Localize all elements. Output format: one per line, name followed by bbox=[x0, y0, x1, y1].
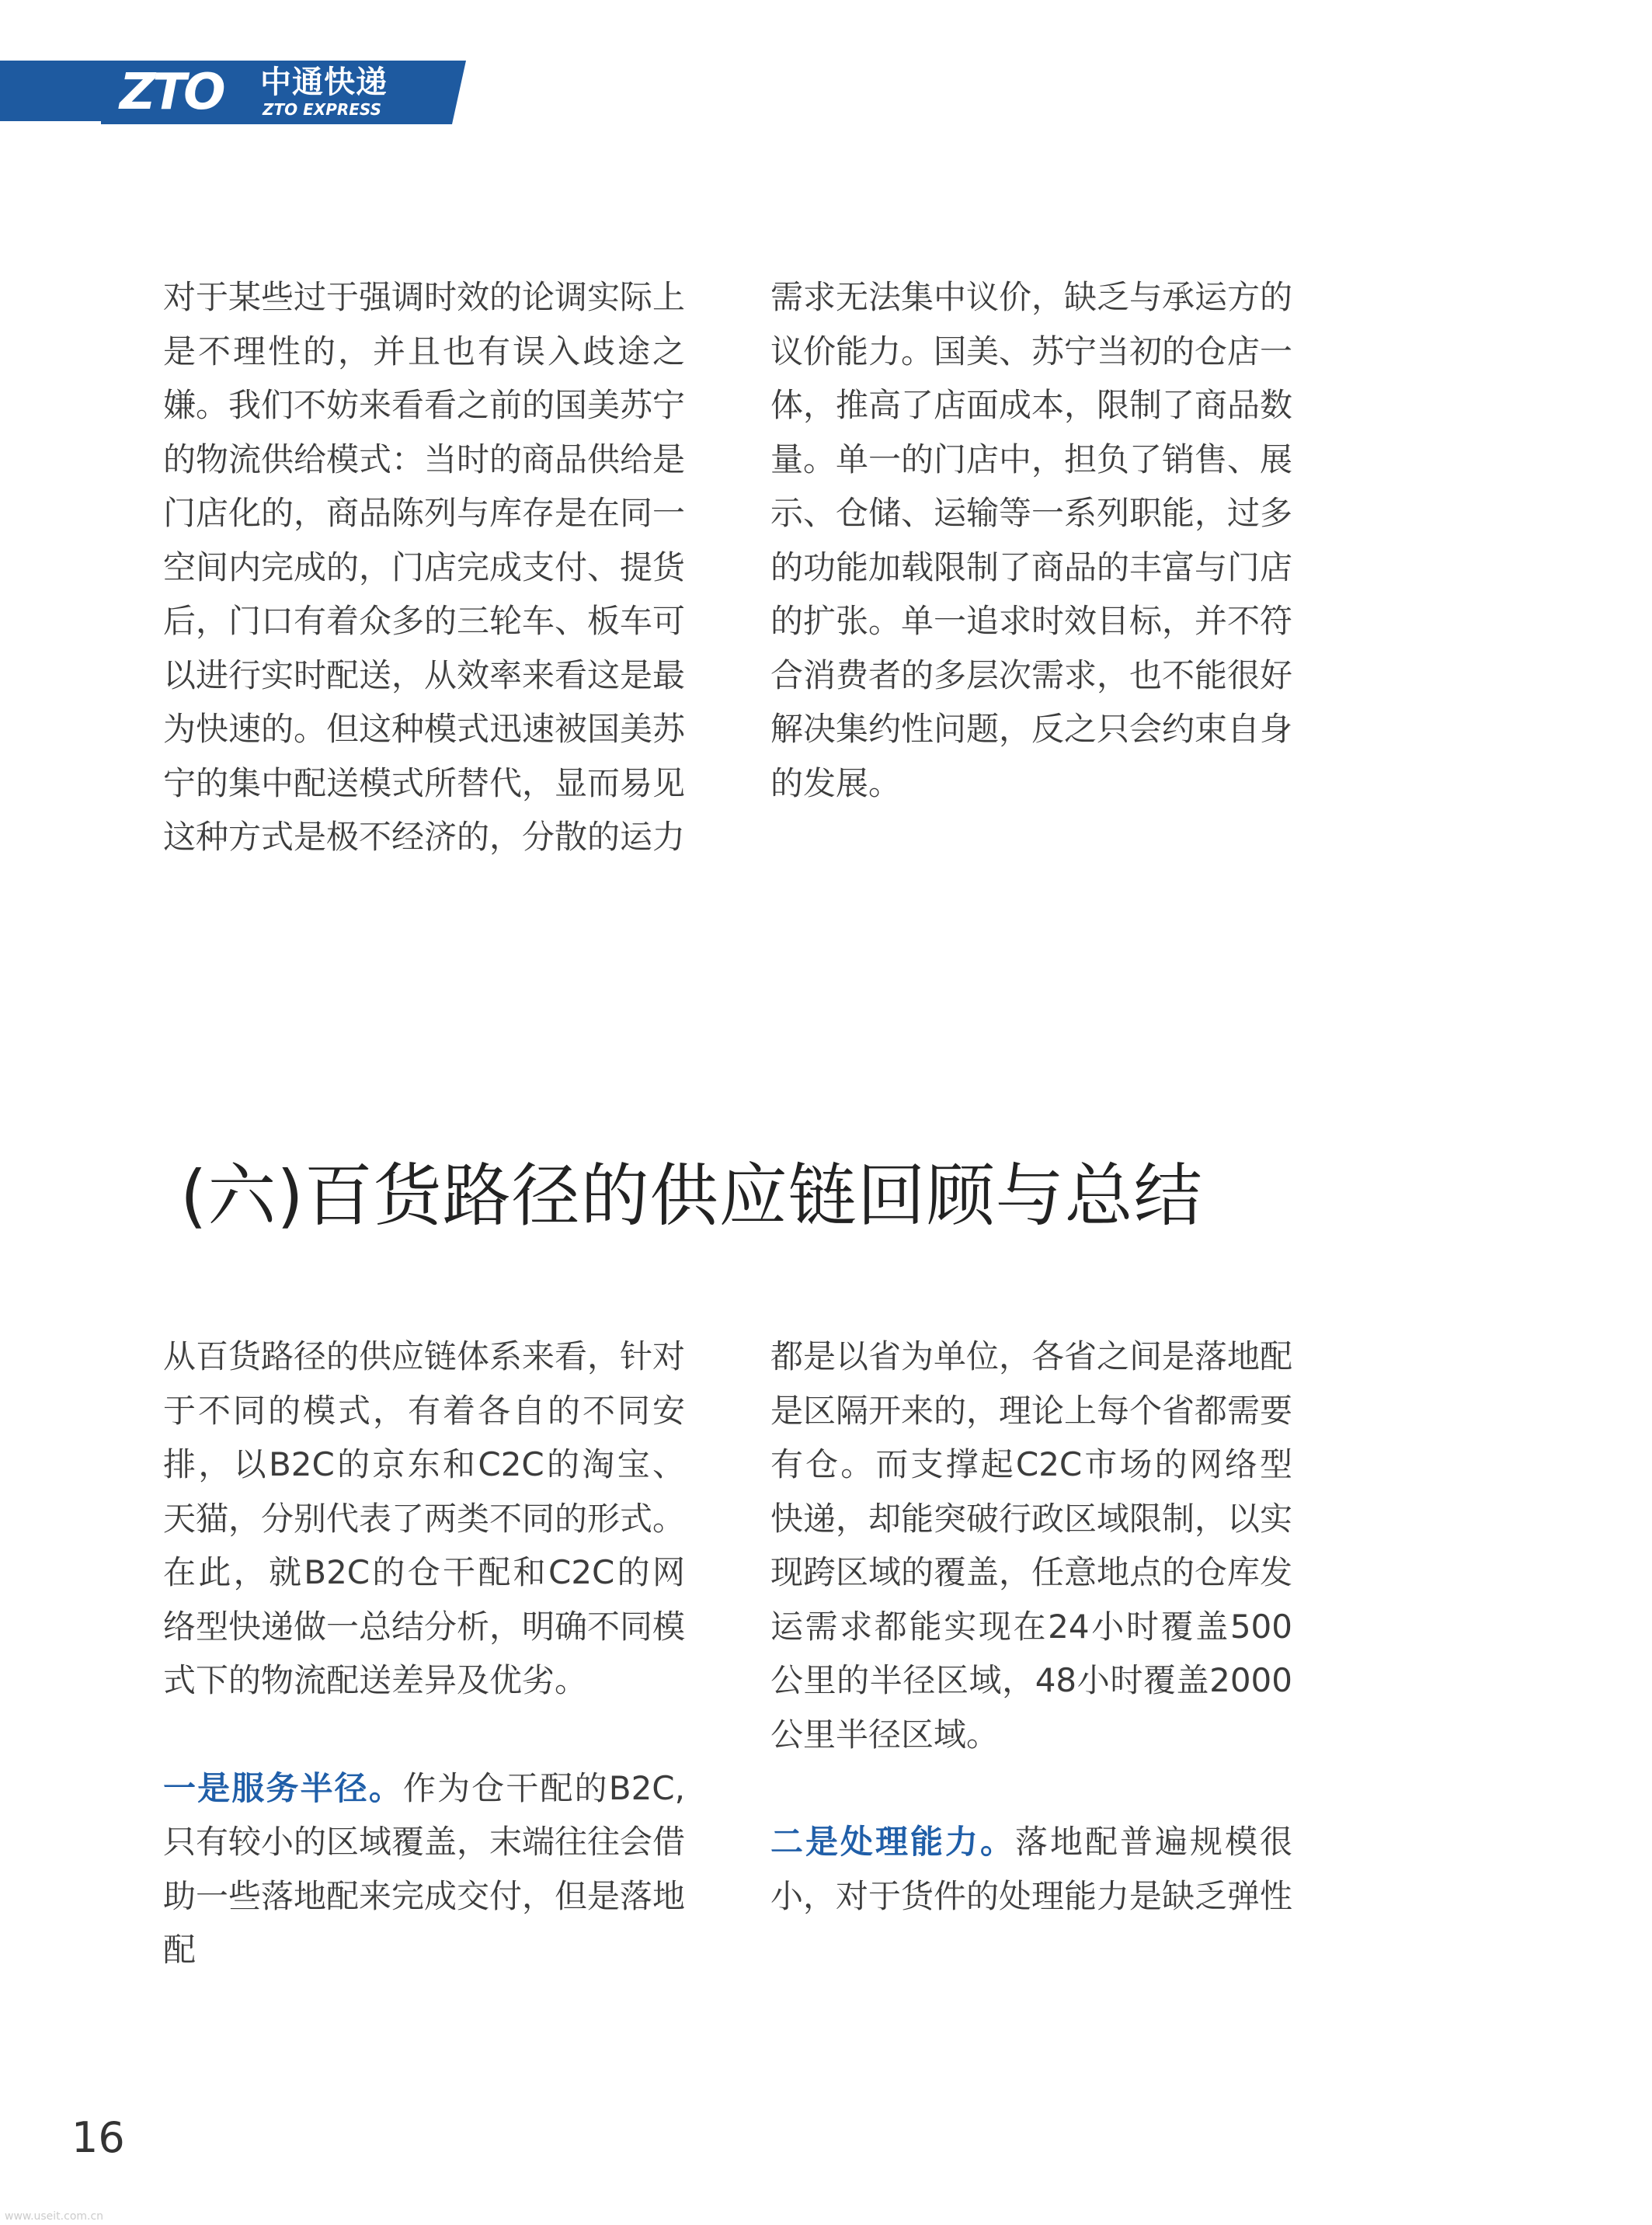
page-number: 16 bbox=[71, 2113, 125, 2162]
paragraph-gap bbox=[770, 1761, 1292, 1815]
logo-chinese-name: 中通快递 bbox=[260, 64, 388, 100]
header-band bbox=[0, 61, 113, 121]
body-column-left-lower bbox=[163, 1330, 685, 1977]
body-column-left-upper bbox=[163, 270, 685, 864]
paragraph: 对于某些过于强调时效的论调实际上是不理性的，并且也有误入歧途之嫌。我们不妨来看看之前的国美苏宁的物流供给模式：当时的商品供给是门店化的，商品陈列与库存是在同一空间内完成的，门店完成支付、提货后，门口有着众多的三轮车、板车可以进行实时配送，从效率来看这是最为快速的。但这种模式迅速被国美苏宁的集中配送模式所替代，显而易见这种方式是极不经济的，分散的运力 bbox=[163, 278, 686, 856]
lead-body: 作为仓干配的B2C,只有较小的区域覆盖，末端往往会借助一些落地配来完成交付，但是落地配 bbox=[163, 1768, 686, 1969]
lead-heading: 一是服务半径。 bbox=[163, 1768, 403, 1807]
lead-body: 落地配普遍规模很小，对于货件的处理能力是缺乏弹性 bbox=[770, 1823, 1293, 1915]
section-title: (六)百货路径的供应链回顾与总结 bbox=[180, 1156, 1203, 1236]
paragraph: 都是以省为单位，各省之间是落地配是区隔开来的，理论上每个省都需要有仓。而支撑起C2C市场的网络型快递，却能突破行政区域限制，以实现跨区域的覆盖，任意地点的仓库发运需求都能实现在24小时覆盖500公里的半径区域，48小时覆盖2000公里半径区域。 bbox=[770, 1337, 1293, 1754]
zto-logo bbox=[101, 61, 466, 124]
body-column-right-lower bbox=[770, 1330, 1292, 1923]
body-column-right-upper bbox=[770, 270, 1292, 810]
watermark: www.useit.com.cn bbox=[5, 2210, 104, 2223]
paragraph-with-lead bbox=[770, 1815, 1292, 1923]
paragraph: 从百货路径的供应链体系来看，针对于不同的模式，有着各自的不同安排，以B2C的京东和C2C的淘宝、天猫，分别代表了两类不同的形式。在此，就B2C的仓干配和C2C的网络型快递做一总结分析，明确不同模式下的物流配送差异及优劣。 bbox=[163, 1337, 686, 1699]
logo-mark: ZTO bbox=[120, 64, 223, 121]
paragraph: 需求无法集中议价，缺乏与承运方的议价能力。国美、苏宁当初的仓店一体，推高了店面成本，限制了商品数量。单一的门店中，担负了销售、展示、仓储、运输等一系列职能，过多的功能加载限制了商品的丰富与门店的扩张。单一追求时效目标，并不符合消费者的多层次需求，也不能很好解决集约性问题，反之只会约束自身的发展。 bbox=[770, 278, 1293, 802]
logo-english-name: ZTO EXPRESS bbox=[263, 100, 382, 119]
paragraph-gap bbox=[163, 1708, 685, 1761]
paragraph-with-lead bbox=[163, 1761, 685, 1977]
lead-heading: 二是处理能力。 bbox=[770, 1823, 1015, 1861]
